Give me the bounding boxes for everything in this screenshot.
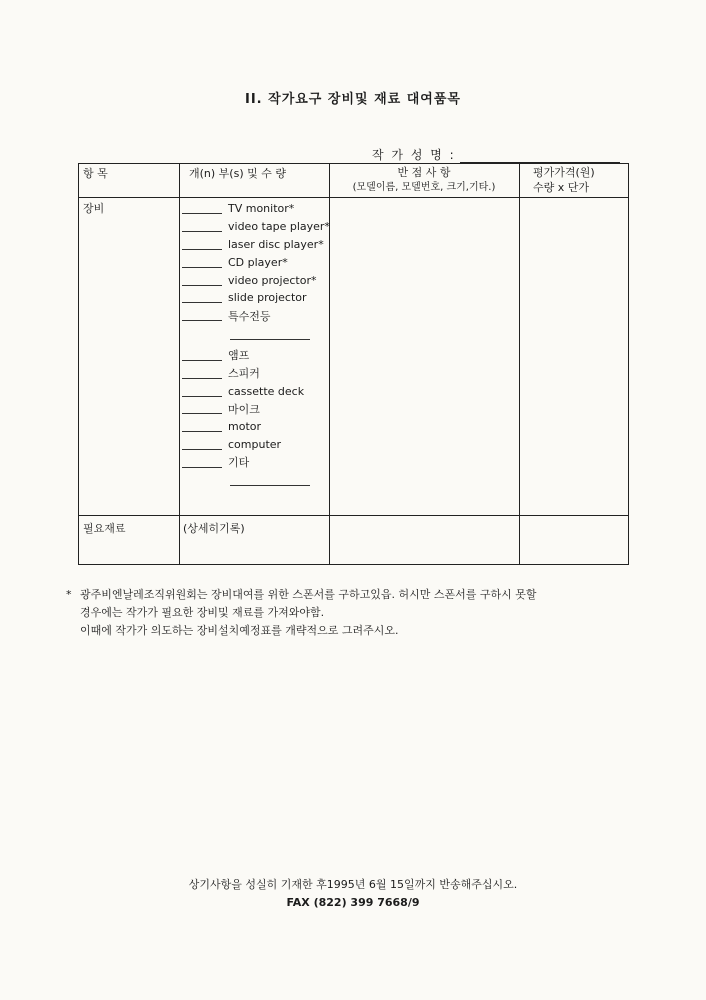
materials-note: (상세히기록)	[183, 522, 245, 535]
equipment-name: video tape player*	[228, 220, 330, 234]
list-item	[182, 364, 330, 382]
equipment-name: TV monitor*	[228, 202, 295, 216]
quantity-blank[interactable]	[182, 350, 222, 361]
blank-entry[interactable]	[182, 471, 330, 493]
quantity-blank[interactable]	[182, 386, 222, 397]
equipment-list	[182, 200, 330, 493]
list-item	[182, 253, 330, 271]
page-title: II. 작가요구 장비및 재료 대여품목	[245, 92, 461, 107]
footer	[0, 876, 706, 912]
list-item	[182, 271, 330, 289]
equipment-label: 장비	[83, 202, 105, 215]
note-line: 경우에는 작가가 필요한 장비및 재료를 가져와야함.	[80, 606, 325, 619]
equipment-name: cassette deck	[228, 384, 305, 398]
write-in-line	[230, 339, 310, 340]
quantity-blank[interactable]	[182, 292, 222, 303]
note-line: 이때에 작가가 의도하는 장비설치예정표를 개략적으로 그려주시오.	[80, 624, 399, 637]
write-in-line	[230, 485, 310, 486]
list-item	[182, 418, 330, 436]
equipment-name: CD player*	[228, 255, 288, 269]
header-price-line2: 수량 x 단가	[533, 181, 590, 194]
note-line: 광주비엔날레조직위원회는 장비대여를 위한 스폰서를 구하고있읍. 허시만 스폰서를 구하시 못할	[80, 588, 537, 601]
list-item	[182, 307, 330, 325]
fax-number: FAX (822) 399 7668/9	[286, 896, 420, 909]
quantity-blank[interactable]	[182, 403, 222, 414]
quantity-blank[interactable]	[182, 257, 222, 268]
list-item	[182, 382, 330, 400]
equipment-name: 마이크	[228, 402, 260, 416]
note-asterisk: *	[66, 588, 72, 601]
equipment-name: slide projector	[228, 291, 307, 305]
artist-name-blank[interactable]	[460, 150, 620, 163]
list-item	[182, 236, 330, 254]
header-divider	[79, 197, 628, 198]
artist-name-field	[372, 146, 620, 163]
header-price-line1: 평가가격(원)	[533, 166, 595, 179]
list-item	[182, 200, 330, 218]
quantity-blank[interactable]	[182, 439, 222, 450]
request-table	[78, 163, 629, 565]
equipment-name: 특수전등	[228, 309, 271, 323]
quantity-blank[interactable]	[182, 368, 222, 379]
list-item	[182, 453, 330, 471]
blank-entry[interactable]	[182, 325, 330, 347]
quantity-blank[interactable]	[182, 239, 222, 250]
list-item	[182, 218, 330, 236]
list-item	[182, 436, 330, 454]
artist-name-label: 작 가 성 명 :	[372, 148, 456, 162]
equipment-name: motor	[228, 420, 262, 434]
list-item	[182, 289, 330, 307]
header-spec-line2: (모델이름, 모델번호, 크기,기타.)	[352, 182, 496, 193]
quantity-blank[interactable]	[182, 457, 222, 468]
quantity-blank[interactable]	[182, 421, 222, 432]
column-divider	[519, 164, 520, 564]
section-divider	[79, 515, 628, 516]
sponsor-note	[66, 586, 656, 640]
column-divider	[179, 164, 180, 564]
equipment-name: computer	[228, 437, 282, 451]
header-item: 항 목	[83, 167, 108, 180]
header-quantity: 개(n) 부(s) 및 수 량	[189, 167, 286, 180]
quantity-blank[interactable]	[182, 275, 222, 286]
return-instruction: 상기사항을 성실히 기재한 후1995년 6월 15일까지 반송해주십시오.	[188, 878, 518, 891]
list-item	[182, 347, 330, 365]
header-spec-line1: 반 점 사 항	[397, 166, 451, 179]
equipment-name: 기타	[228, 456, 250, 470]
list-item	[182, 400, 330, 418]
quantity-blank[interactable]	[182, 310, 222, 321]
equipment-name: video projector*	[228, 273, 317, 287]
quantity-blank[interactable]	[182, 203, 222, 214]
equipment-name: 앰프	[228, 349, 250, 363]
materials-label: 필요재료	[83, 522, 126, 535]
equipment-name: laser disc player*	[228, 237, 324, 251]
equipment-name: 스피커	[228, 367, 260, 381]
quantity-blank[interactable]	[182, 221, 222, 232]
